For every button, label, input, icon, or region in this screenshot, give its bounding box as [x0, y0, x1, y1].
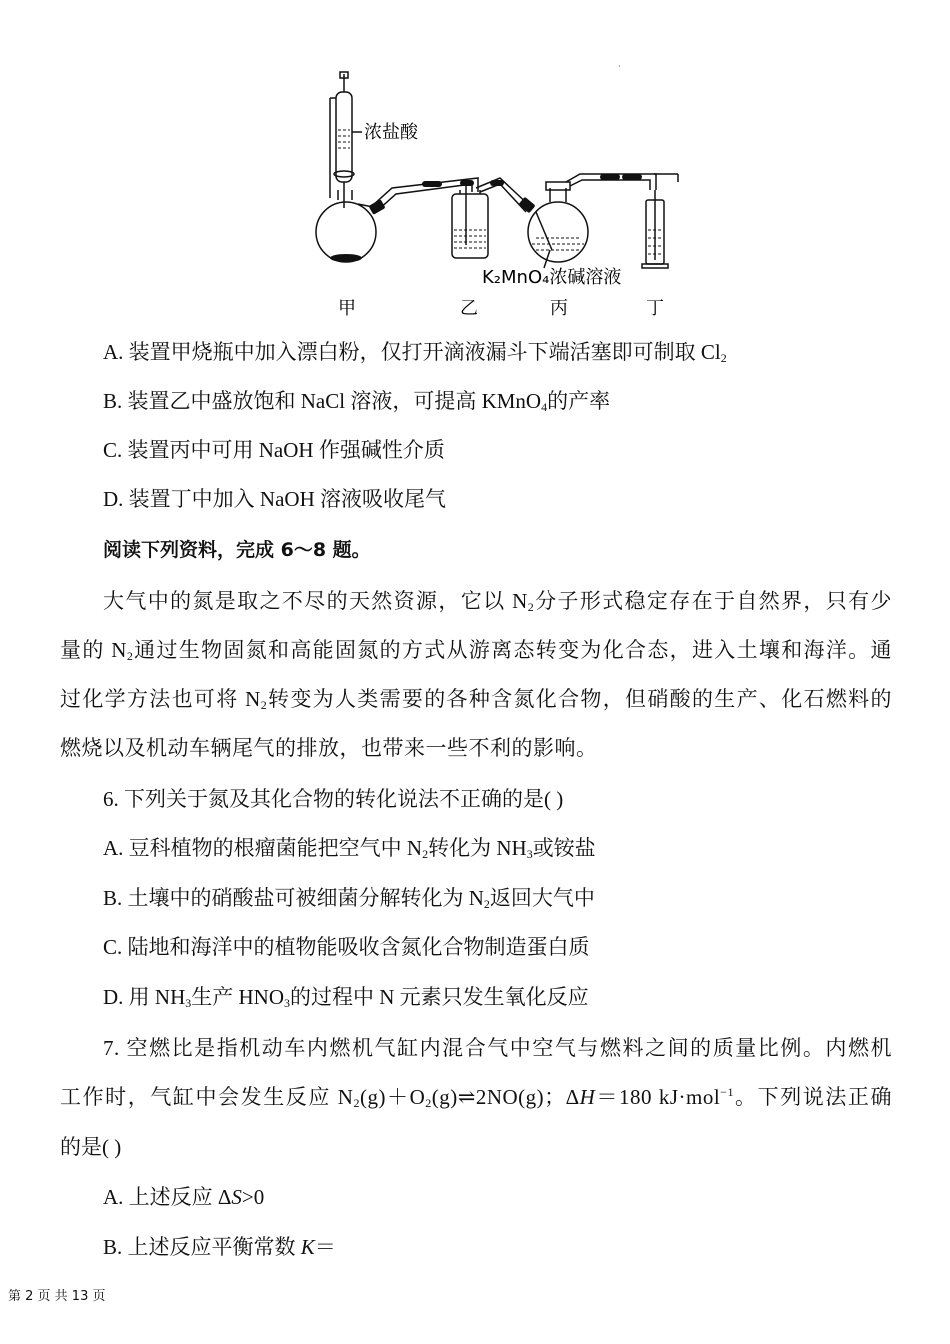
passage-line-2: 量的 $N_2$通过生物固氮和高能固氮的方式从游离态转变为化合态，进入土壤和海洋。通	[60, 638, 892, 663]
label-ding: 丁	[646, 298, 664, 319]
q6-option-c: C. 陆地和海洋中的植物能吸收含氮化合物制造蛋白质	[103, 935, 590, 959]
q6-stem: 6. 下列关于氮及其化合物的转化说法不正确的是( )	[103, 787, 564, 811]
label-yi: 乙	[460, 298, 478, 319]
q5-option-d: D. 装置丁中加入 NaOH 溶液吸收尾气	[103, 487, 446, 511]
q7-option-a: A. 上述反应 ΔS>0	[103, 1185, 265, 1209]
q5-option-a: A. 装置甲烧瓶中加入漂白粉，仅打开滴液漏斗下端活塞即可制取 $Cl_2$	[103, 340, 727, 365]
passage-line-1: 大气中的氮是取之不尽的天然资源，它以 $N_2$分子形式稳定存在于自然界，只有少	[103, 589, 892, 614]
passage-line-4: 燃烧以及机动车辆尾气的排放，也带来一些不利的影响。	[60, 736, 598, 760]
q7-stem-line-3: 的是( )	[60, 1135, 122, 1159]
label-bing: 丙	[550, 298, 568, 319]
stray-dot: ·	[618, 62, 621, 71]
q6-option-d: D. 用 $NH_3$生产 $HNO_3$的过程中 N 元素只发生氧化反应	[103, 985, 589, 1010]
label-k2mno4: K₂MnO₄浓碱溶液	[482, 267, 622, 288]
apparatus-diagram	[300, 70, 700, 320]
q7-option-b: B. 上述反应平衡常数 K＝	[103, 1235, 336, 1259]
page-footer: 第 2 页 共 13 页	[8, 1289, 106, 1304]
q5-option-b: B. 装置乙中盛放饱和 NaCl 溶液，可提高 KMnO$_4$的产率	[103, 389, 611, 414]
q5-option-c: C. 装置丙中可用 NaOH 作强碱性介质	[103, 438, 445, 462]
label-conc-hcl: 浓盐酸	[364, 122, 418, 143]
passage-line-3: 过化学方法也可将 $N_2$转变为人类需要的各种含氮化合物，但硝酸的生产、化石燃料的	[60, 687, 892, 712]
label-jia: 甲	[338, 298, 356, 319]
q7-stem-line-1: 7. 空燃比是指机动车内燃机气缸内混合气中空气与燃料之间的质量比例。内燃机	[103, 1036, 892, 1060]
reading-title: 阅读下列资料，完成 6～8 题。	[103, 539, 371, 561]
q7-stem-line-2: 工作时，气缸中会发生反应 $N_2(g)+O_2(g)\rightleftharpoons 2NO(g)$；ΔH＝180 kJ·mol$^{-1}$。下列说法正确	[60, 1085, 893, 1110]
q6-option-b: B. 土壤中的硝酸盐可被细菌分解转化为 $N_2$返回大气中	[103, 886, 595, 911]
q6-option-a: A. 豆科植物的根瘤菌能把空气中 $N_2$转化为 $NH_3$或铵盐	[103, 836, 596, 861]
